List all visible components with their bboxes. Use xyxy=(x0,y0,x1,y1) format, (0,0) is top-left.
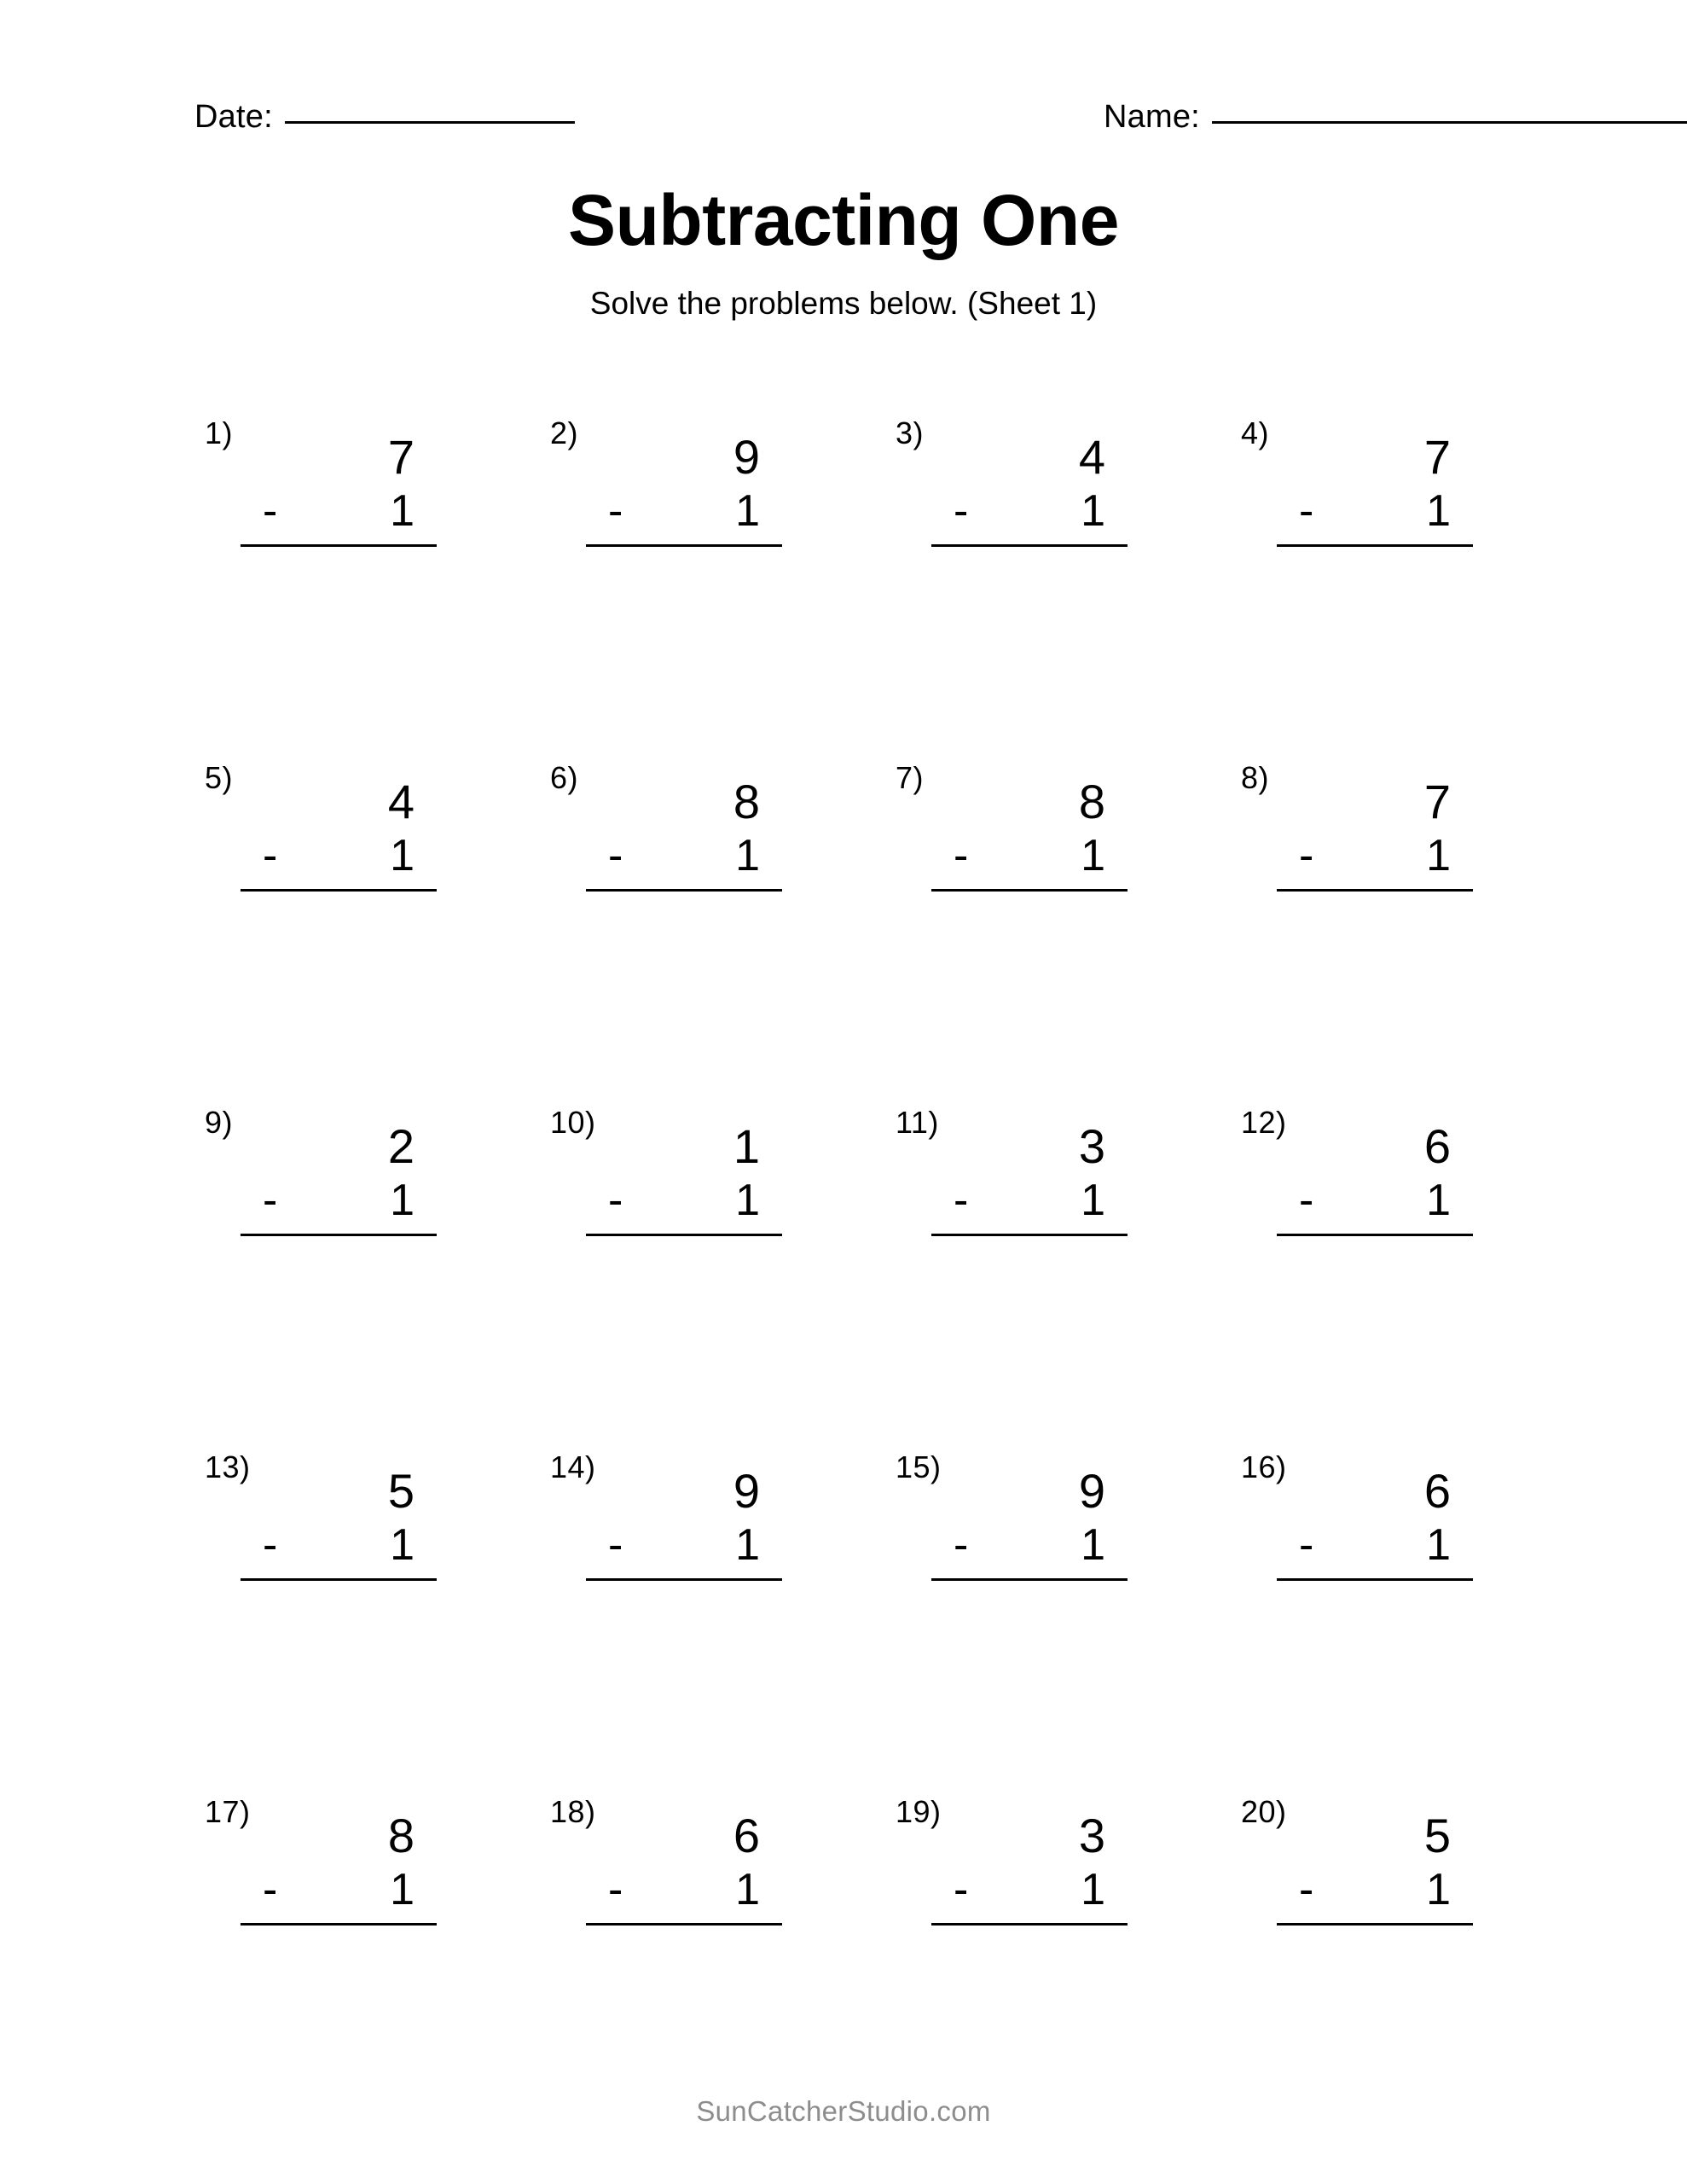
problem-number: 18) xyxy=(550,1794,596,1829)
problem-item xyxy=(171,1090,516,1435)
problem-number: 2) xyxy=(550,415,579,450)
minuend: 4 xyxy=(1078,430,1105,484)
problem-item xyxy=(861,401,1207,746)
problem-item xyxy=(1207,1780,1552,2124)
problem-number: 1) xyxy=(205,415,234,450)
answer-line[interactable] xyxy=(1277,1578,1473,1581)
minuend: 7 xyxy=(387,430,415,484)
minus-operator: - xyxy=(954,1865,969,1914)
subtrahend-row xyxy=(1277,1519,1473,1571)
answer-line[interactable] xyxy=(241,889,437,892)
subtrahend: 1 xyxy=(390,1520,415,1570)
problem-stack xyxy=(241,1119,437,1236)
problem-item xyxy=(516,1435,861,1780)
problem-item xyxy=(1207,401,1552,746)
problem-number: 5) xyxy=(205,760,234,795)
subtrahend: 1 xyxy=(390,831,415,880)
problem-item xyxy=(171,1435,516,1780)
problem-item xyxy=(861,1090,1207,1435)
answer-line[interactable] xyxy=(931,889,1128,892)
problem-stack xyxy=(586,1809,782,1926)
minus-operator: - xyxy=(1299,1520,1314,1570)
minus-operator: - xyxy=(608,1520,623,1570)
problem-stack xyxy=(1277,1464,1473,1581)
problem-number: 19) xyxy=(896,1794,942,1829)
problem-stack xyxy=(931,775,1128,892)
minus-operator: - xyxy=(608,1176,623,1225)
answer-line[interactable] xyxy=(241,1234,437,1236)
problem-item xyxy=(516,746,861,1090)
answer-line[interactable] xyxy=(586,889,782,892)
problem-number: 4) xyxy=(1241,415,1270,450)
subtrahend-row xyxy=(1277,1174,1473,1227)
subtrahend: 1 xyxy=(1426,1865,1451,1914)
problem-number: 9) xyxy=(205,1105,234,1140)
problem-number: 16) xyxy=(1241,1449,1287,1484)
worksheet-header xyxy=(0,101,1687,152)
minuend: 6 xyxy=(1423,1464,1451,1518)
problem-stack xyxy=(241,430,437,547)
minus-operator: - xyxy=(954,1176,969,1225)
minus-operator: - xyxy=(954,1520,969,1570)
problem-number: 12) xyxy=(1241,1105,1287,1140)
problem-number: 15) xyxy=(896,1449,942,1484)
problem-item xyxy=(1207,746,1552,1090)
minus-operator: - xyxy=(608,1865,623,1914)
minuend: 8 xyxy=(1078,775,1105,828)
minuend: 5 xyxy=(387,1464,415,1518)
minus-operator: - xyxy=(263,831,278,880)
subtrahend-row xyxy=(241,485,437,537)
subtrahend-row xyxy=(586,485,782,537)
minuend: 2 xyxy=(387,1119,415,1173)
minus-operator: - xyxy=(263,1520,278,1570)
subtrahend-row xyxy=(586,1863,782,1916)
problem-item xyxy=(516,1090,861,1435)
minuend: 6 xyxy=(733,1809,760,1862)
problem-stack xyxy=(586,1464,782,1581)
minus-operator: - xyxy=(1299,1865,1314,1914)
subtrahend-row xyxy=(931,1174,1128,1227)
minuend: 9 xyxy=(1078,1464,1105,1518)
subtrahend-row xyxy=(241,1863,437,1916)
minus-operator: - xyxy=(263,1176,278,1225)
subtrahend: 1 xyxy=(390,486,415,536)
answer-line[interactable] xyxy=(586,544,782,547)
subtrahend-row xyxy=(586,829,782,882)
problem-number: 17) xyxy=(205,1794,251,1829)
subtrahend: 1 xyxy=(1081,486,1105,536)
date-field xyxy=(194,101,575,133)
problem-item xyxy=(516,1780,861,2124)
answer-line[interactable] xyxy=(1277,1234,1473,1236)
name-field xyxy=(1104,101,1687,133)
subtrahend: 1 xyxy=(1426,831,1451,880)
answer-line[interactable] xyxy=(931,544,1128,547)
minus-operator: - xyxy=(263,1865,278,1914)
subtrahend: 1 xyxy=(1426,1176,1451,1225)
problem-stack xyxy=(241,1809,437,1926)
problem-item xyxy=(171,746,516,1090)
subtrahend: 1 xyxy=(735,486,760,536)
minuend: 9 xyxy=(733,1464,760,1518)
problem-item xyxy=(171,401,516,746)
footer-credit: SunCatcherStudio.com xyxy=(696,2095,991,2127)
subtrahend-row xyxy=(241,1519,437,1571)
answer-line[interactable] xyxy=(1277,889,1473,892)
subtrahend-row xyxy=(241,829,437,882)
minuend: 7 xyxy=(1423,430,1451,484)
answer-line[interactable] xyxy=(586,1578,782,1581)
answer-line[interactable] xyxy=(241,544,437,547)
problem-item xyxy=(171,1780,516,2124)
minuend: 3 xyxy=(1078,1809,1105,1862)
problem-number: 13) xyxy=(205,1449,251,1484)
subtrahend-row xyxy=(931,1863,1128,1916)
minuend: 6 xyxy=(1423,1119,1451,1173)
problem-number: 7) xyxy=(896,760,925,795)
subtrahend: 1 xyxy=(1426,1520,1451,1570)
problem-stack xyxy=(931,1119,1128,1236)
subtrahend: 1 xyxy=(1081,1176,1105,1225)
minuend: 1 xyxy=(733,1119,760,1173)
answer-line[interactable] xyxy=(241,1923,437,1926)
minus-operator: - xyxy=(1299,831,1314,880)
subtrahend-row xyxy=(931,829,1128,882)
subtrahend-row xyxy=(1277,1863,1473,1916)
problem-item xyxy=(1207,1090,1552,1435)
minuend: 9 xyxy=(733,430,760,484)
subtrahend: 1 xyxy=(1081,1520,1105,1570)
subtrahend-row xyxy=(586,1519,782,1571)
problem-item xyxy=(861,1435,1207,1780)
minuend: 4 xyxy=(387,775,415,828)
subtrahend-row xyxy=(1277,485,1473,537)
name-write-line[interactable] xyxy=(1212,121,1687,124)
problem-number: 3) xyxy=(896,415,925,450)
answer-line[interactable] xyxy=(586,1234,782,1236)
minus-operator: - xyxy=(1299,1176,1314,1225)
subtrahend-row xyxy=(931,485,1128,537)
name-label: Name: xyxy=(1104,99,1200,135)
subtrahend: 1 xyxy=(1081,831,1105,880)
subtrahend: 1 xyxy=(390,1865,415,1914)
minus-operator: - xyxy=(263,486,278,536)
problem-item xyxy=(1207,1435,1552,1780)
minuend: 8 xyxy=(387,1809,415,1862)
problem-stack xyxy=(931,1809,1128,1926)
subtrahend: 1 xyxy=(735,1520,760,1570)
problem-number: 14) xyxy=(550,1449,596,1484)
problem-stack xyxy=(586,430,782,547)
minus-operator: - xyxy=(608,486,623,536)
date-write-line[interactable] xyxy=(285,121,575,124)
date-label: Date: xyxy=(194,99,273,135)
answer-line[interactable] xyxy=(931,1234,1128,1236)
answer-line[interactable] xyxy=(241,1578,437,1581)
problem-stack xyxy=(1277,430,1473,547)
problem-item xyxy=(516,401,861,746)
subtrahend-row xyxy=(1277,829,1473,882)
minuend: 5 xyxy=(1423,1809,1451,1862)
problem-stack xyxy=(1277,775,1473,892)
problem-item xyxy=(861,1780,1207,2124)
problem-number: 20) xyxy=(1241,1794,1287,1829)
page-title: Subtracting One xyxy=(568,180,1119,260)
subtrahend: 1 xyxy=(735,831,760,880)
minus-operator: - xyxy=(954,831,969,880)
problem-number: 11) xyxy=(896,1105,939,1140)
answer-line[interactable] xyxy=(931,1923,1128,1926)
problem-stack xyxy=(241,775,437,892)
problem-number: 6) xyxy=(550,760,579,795)
problem-stack xyxy=(931,430,1128,547)
answer-line[interactable] xyxy=(586,1923,782,1926)
problem-stack xyxy=(586,775,782,892)
subtrahend: 1 xyxy=(1081,1865,1105,1914)
minuend: 7 xyxy=(1423,775,1451,828)
minus-operator: - xyxy=(954,486,969,536)
answer-line[interactable] xyxy=(1277,1923,1473,1926)
subtrahend: 1 xyxy=(735,1865,760,1914)
problem-stack xyxy=(1277,1119,1473,1236)
minuend: 3 xyxy=(1078,1119,1105,1173)
problem-item xyxy=(861,746,1207,1090)
problem-stack xyxy=(931,1464,1128,1581)
problem-stack xyxy=(1277,1809,1473,1926)
subtrahend: 1 xyxy=(390,1176,415,1225)
page-subtitle: Solve the problems below. (Sheet 1) xyxy=(589,286,1098,321)
problem-number: 10) xyxy=(550,1105,596,1140)
answer-line[interactable] xyxy=(931,1578,1128,1581)
problem-grid xyxy=(171,401,1552,2124)
problem-number: 8) xyxy=(1241,760,1270,795)
minus-operator: - xyxy=(608,831,623,880)
subtrahend: 1 xyxy=(735,1176,760,1225)
subtrahend-row xyxy=(241,1174,437,1227)
problem-stack xyxy=(586,1119,782,1236)
minuend: 8 xyxy=(733,775,760,828)
subtrahend-row xyxy=(586,1174,782,1227)
problem-stack xyxy=(241,1464,437,1581)
answer-line[interactable] xyxy=(1277,544,1473,547)
subtrahend-row xyxy=(931,1519,1128,1571)
subtrahend: 1 xyxy=(1426,486,1451,536)
minus-operator: - xyxy=(1299,486,1314,536)
